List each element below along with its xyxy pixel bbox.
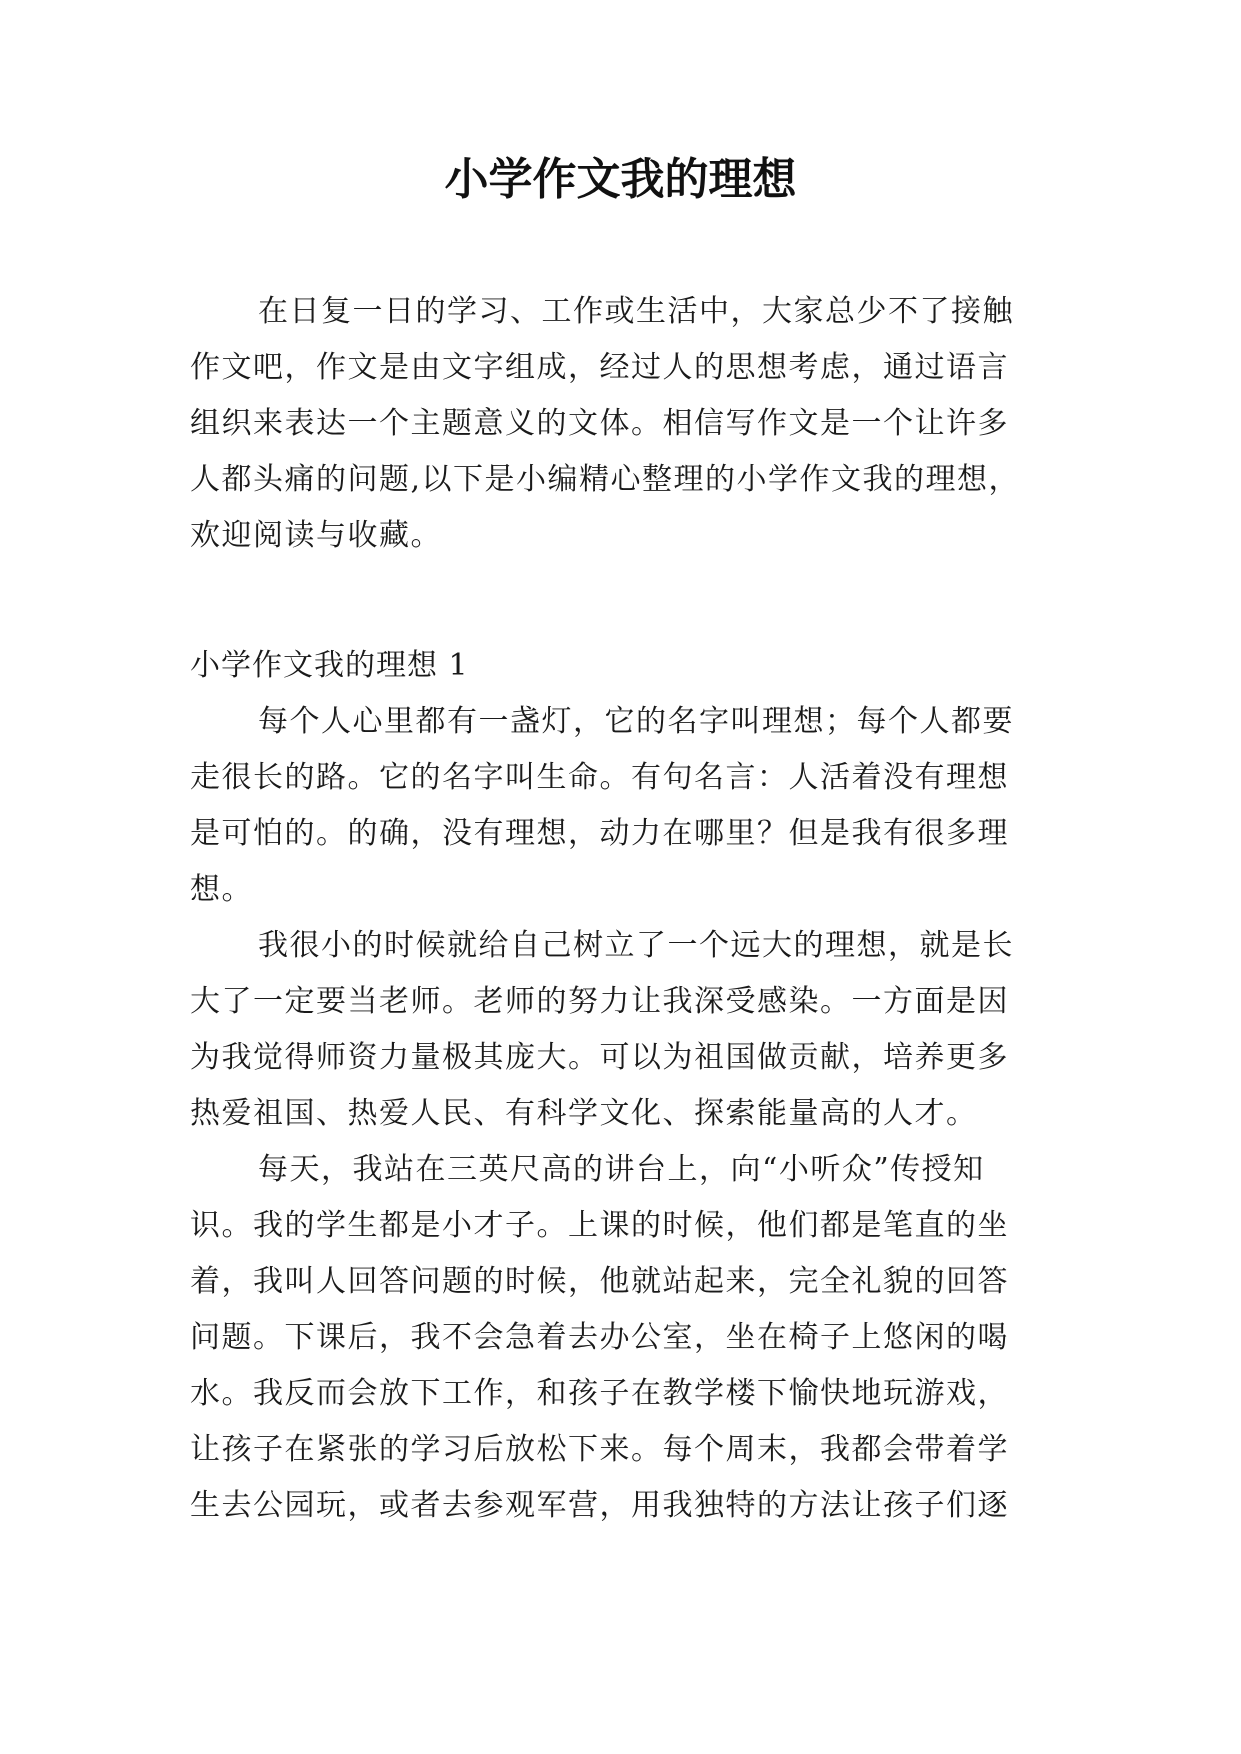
paragraph-line: 生去公园玩，或者去参观军营，用我独特的方法让孩子们逐 [190,1488,1009,1523]
paragraph-line: 识。我的学生都是小才子。上课的时候，他们都是笔直的坐 [190,1208,1009,1243]
body-paragraph-3 [190,1142,1070,1534]
paragraph-line: 走很长的路。它的名字叫生命。有句名言：人活着没有理想 [190,760,1009,795]
body-paragraph-2 [190,918,1070,1142]
intro-paragraph [190,284,1070,564]
paragraph-line: 欢迎阅读与收藏。 [190,518,442,553]
paragraph-line: 在日复一日的学习、工作或生活中，大家总少不了接触 [258,294,1014,329]
paragraph-line: 每天，我站在三英尺高的讲台上，向“小听众”传授知 [258,1152,985,1187]
paragraph-line: 水。我反而会放下工作，和孩子在教学楼下愉快地玩游戏， [190,1376,1009,1411]
paragraph-line: 想。 [190,872,253,907]
paragraph-line: 我很小的时候就给自己树立了一个远大的理想，就是长 [258,928,1014,963]
paragraph-line: 人都头痛的问题,以下是小编精心整理的小学作文我的理想， [190,462,1021,497]
paragraph-line: 热爱祖国、热爱人民、有科学文化、探索能量高的人才。 [190,1096,978,1131]
paragraph-line: 组织来表达一个主题意义的文体。相信写作文是一个让许多 [190,406,1009,441]
paragraph-line: 每个人心里都有一盏灯，它的名字叫理想；每个人都要 [258,704,1014,739]
body-paragraph-1 [190,694,1070,918]
document-title: 小学作文我的理想 [444,154,797,205]
paragraph-line: 着，我叫人回答问题的时候，他就站起来，完全礼貌的回答 [190,1264,1009,1299]
paragraph-line: 为我觉得师资力量极其庞大。可以为祖国做贡献，培养更多 [190,1040,1009,1075]
paragraph-line: 作文吧，作文是由文字组成，经过人的思想考虑，通过语言 [190,350,1009,385]
paragraph-line: 大了一定要当老师。老师的努力让我深受感染。一方面是因 [190,984,1009,1019]
paragraph-line: 让孩子在紧张的学习后放松下来。每个周末，我都会带着学 [190,1432,1009,1467]
paragraph-line: 问题。下课后，我不会急着去办公室，坐在椅子上悠闲的喝 [190,1320,1009,1355]
paragraph-line: 是可怕的。的确，没有理想，动力在哪里？但是我有很多理 [190,816,1009,851]
section-heading: 小学作文我的理想 1 [190,648,469,683]
